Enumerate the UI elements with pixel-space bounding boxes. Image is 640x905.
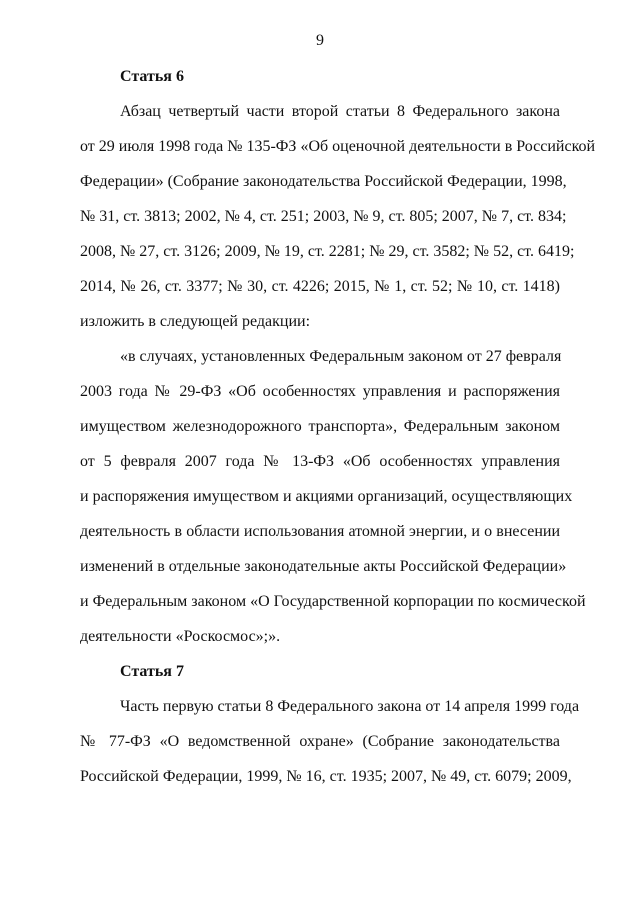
paragraph-line: Федерации» (Собрание законодательства Российской Федерации, 1998,	[80, 173, 567, 190]
quoted-line: 2003 года № 29-ФЗ «Об особенностях управления и распоряжения	[80, 383, 560, 400]
quoted-line: деятельности «Роскосмос»;».	[80, 628, 281, 645]
quoted-line: деятельность в области использования атомной энергии, и о внесении	[80, 523, 560, 540]
paragraph-line: Часть первую статьи 8 Федерального закона от 14 апреля 1999 года	[120, 698, 580, 715]
quoted-line: «в случаях, установленных Федеральным законом от 27 февраля	[120, 348, 562, 365]
paragraph-line: Российской Федерации, 1999, № 16, ст. 1935; 2007, № 49, ст. 6079; 2009,	[80, 768, 572, 785]
paragraph-line: № 77-ФЗ «О ведомственной охране» (Собрание законодательства	[80, 733, 560, 750]
page-number: 9	[316, 32, 324, 49]
quoted-line: и Федеральным законом «О Государственной корпорации по космической	[80, 593, 586, 610]
paragraph-line: 2008, № 27, ст. 3126; 2009, № 19, ст. 2281; № 29, ст. 3582; № 52, ст. 6419;	[80, 243, 575, 260]
quoted-line: изменений в отдельные законодательные акты Российской Федерации»	[80, 558, 567, 575]
article-7-heading: Статья 7	[120, 663, 184, 680]
article-6-heading: Статья 6	[120, 68, 184, 85]
paragraph-line: № 31, ст. 3813; 2002, № 4, ст. 251; 2003, № 9, ст. 805; 2007, № 7, ст. 834;	[80, 208, 567, 225]
paragraph-line: изложить в следующей редакции:	[80, 313, 311, 330]
quoted-line: от 5 февраля 2007 года № 13-ФЗ «Об особенностях управления	[80, 453, 560, 470]
quoted-line: и распоряжения имуществом и акциями организаций, осуществляющих	[80, 488, 573, 505]
paragraph-line: от 29 июля 1998 года № 135-ФЗ «Об оценочной деятельности в Российской	[80, 138, 596, 155]
paragraph-line: 2014, № 26, ст. 3377; № 30, ст. 4226; 2015, № 1, ст. 52; № 10, ст. 1418)	[80, 278, 560, 295]
quoted-line: имуществом железнодорожного транспорта», Федеральным законом	[80, 418, 560, 435]
paragraph-line: Абзац четвертый части второй статьи 8 Федерального закона	[120, 103, 560, 120]
